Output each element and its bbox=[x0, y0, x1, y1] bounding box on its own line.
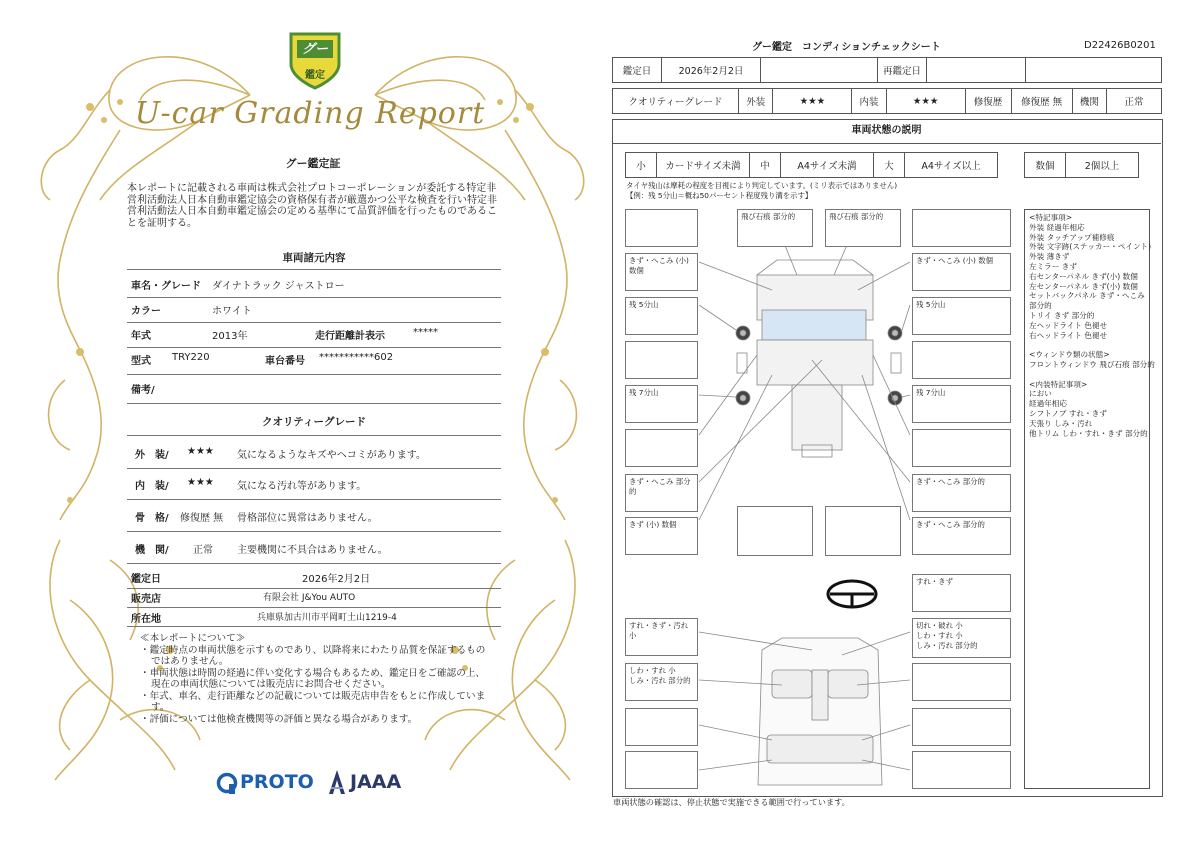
size-large: 大 bbox=[874, 153, 905, 178]
grade-row-frame bbox=[127, 509, 501, 532]
count-value: 2個以上 bbox=[1066, 153, 1139, 178]
engine-label: 機関 bbox=[1072, 89, 1106, 114]
special-note: 外装 タッチアップ補修痕 bbox=[1029, 232, 1115, 242]
repair-value: 修復歴 無 bbox=[1011, 89, 1072, 114]
note-item: ・評価については他検査機関等の評価と異なる場合があります。 bbox=[140, 713, 418, 725]
condition-box: きず・へこみ 部分的 bbox=[912, 474, 1011, 512]
color-label: カラー bbox=[131, 306, 161, 317]
condition-box: すれ・きず・汚れ 小 bbox=[625, 618, 698, 656]
certificate-heading: グー鑑定証 bbox=[285, 157, 341, 170]
special-note: <内装特記事項> bbox=[1029, 379, 1088, 389]
car-name-value: ダイナトラック ジャストロー bbox=[212, 281, 345, 292]
notes-title: ≪本レポートについて≫ bbox=[140, 633, 246, 644]
grade-value: ★★★ bbox=[187, 446, 214, 457]
spec-row-car-name bbox=[127, 277, 501, 298]
grade-row-exterior bbox=[127, 446, 501, 469]
model-label: 型式 bbox=[131, 356, 151, 367]
grade-label: 外 装/ bbox=[135, 450, 169, 461]
condition-box: 切れ・破れ 小 しわ・すれ 小 しみ・汚れ 部分的 bbox=[912, 618, 1011, 658]
year-label: 年式 bbox=[131, 331, 151, 342]
special-note: におい bbox=[1029, 389, 1052, 399]
size-legend bbox=[625, 152, 998, 178]
condition-box: きず・へこみ 部分的 bbox=[625, 474, 698, 512]
special-note: 右ヘッドライト 色褪せ bbox=[1029, 330, 1108, 340]
chassis-label: 車台番号 bbox=[265, 356, 305, 367]
size-small: 小 bbox=[626, 153, 657, 178]
spacer bbox=[1029, 370, 1145, 380]
grade-desc: 主要機関に不具合はありません。 bbox=[237, 545, 388, 556]
model-value: TRY220 bbox=[172, 352, 210, 363]
inspect-date-label: 鑑定日 bbox=[131, 574, 161, 585]
chassis-value: ***********602 bbox=[319, 352, 394, 363]
size-medium-desc: A4サイズ未満 bbox=[781, 153, 874, 178]
engine-value: 正常 bbox=[1107, 89, 1162, 114]
document-id: D22426B0201 bbox=[1084, 40, 1156, 51]
special-note: 右センターパネル きず(小) 数個 bbox=[1029, 271, 1138, 281]
special-note: シフトノブ すれ・きず bbox=[1029, 408, 1107, 418]
special-note: 左センターパネル きず(小) 数個 bbox=[1029, 281, 1138, 291]
dealer-label: 販売店 bbox=[131, 594, 161, 605]
certificate-text: 本レポートに記載される車両は株式会社プロトコーポレーションが委託する特定非営利活動法人日本自動車鑑定協会の資格保有者が厳選かつ公平な検査を行い特定非営利活動法人日本自動車鑑定協会の定める基準にて品質評価を行ったものであることを証明する。 bbox=[127, 183, 497, 229]
special-note: セットバックパネル きず・へこみ bbox=[1029, 291, 1145, 301]
condition-box bbox=[912, 341, 1011, 379]
condition-box bbox=[737, 506, 813, 556]
grade-desc: 骨格部位に異常はありません。 bbox=[237, 513, 378, 524]
special-note: 部分的 bbox=[1029, 301, 1052, 311]
year-value: 2013年 bbox=[212, 331, 248, 342]
quality-label: クオリティーグレード bbox=[613, 89, 739, 114]
note-item: ・鑑定時点の車両状態を示すものであり、以降将来にわたり品質を保証するものではありません。 bbox=[140, 644, 486, 667]
size-large-desc: A4サイズ以上 bbox=[905, 153, 998, 178]
tire-note-example: 【例：残 5分山＝概ね50パーセント程度残り溝を示す】 bbox=[626, 191, 813, 200]
condition-box bbox=[625, 341, 698, 379]
grade-label: 内 装/ bbox=[135, 481, 169, 492]
special-note: トリイ きず 部分的 bbox=[1029, 310, 1095, 320]
grade-label: 骨 格/ bbox=[135, 513, 169, 524]
steering-wheel-icon bbox=[828, 581, 876, 607]
condition-box: 残 7分山 bbox=[912, 385, 1011, 423]
date-value: 2026年2月2日 bbox=[662, 58, 761, 83]
interior-label: 内装 bbox=[852, 89, 886, 114]
condition-box bbox=[912, 708, 1011, 746]
divider bbox=[127, 269, 501, 270]
mileage-label: 走行距離計表示 bbox=[315, 331, 385, 342]
size-small-desc: カードサイズ未満 bbox=[657, 153, 750, 178]
condition-box bbox=[625, 429, 698, 467]
empty-cell bbox=[1026, 58, 1162, 83]
logo-text-bottom: 鑑定 bbox=[305, 70, 325, 81]
mileage-value: ***** bbox=[413, 327, 438, 338]
brand-proto: PROTO bbox=[240, 771, 314, 793]
report-title: U-car Grading Report bbox=[134, 96, 486, 131]
condition-box bbox=[912, 663, 1011, 701]
special-note: <特記事項> bbox=[1029, 213, 1073, 222]
special-note: 左ヘッドライト 色褪せ bbox=[1029, 320, 1108, 330]
condition-box: 残 5分山 bbox=[912, 297, 1011, 335]
sheet-title: グー鑑定 コンディションチェックシート bbox=[752, 42, 941, 53]
condition-box bbox=[912, 209, 1011, 247]
quality-heading: クオリティーグレード bbox=[262, 416, 366, 428]
condition-box bbox=[825, 506, 901, 556]
empty-cell bbox=[761, 58, 878, 83]
special-note: 経過年相応 bbox=[1029, 399, 1067, 409]
row-address bbox=[127, 610, 501, 627]
quality-table bbox=[612, 88, 1162, 114]
grade-row-interior bbox=[127, 477, 501, 500]
dealer-value: 有限会社 J&You AUTO bbox=[263, 593, 356, 603]
special-note: 外装 薄きず bbox=[1029, 252, 1070, 262]
reinspect-label: 再鑑定日 bbox=[878, 58, 927, 83]
special-note: 天張り しみ・汚れ bbox=[1029, 418, 1093, 428]
special-note: 外装 経過年相応 bbox=[1029, 222, 1085, 232]
grade-desc: 気になる汚れ等があります。 bbox=[237, 481, 367, 492]
condition-box: すれ・きず bbox=[912, 574, 1011, 612]
brand-jaaa: JAAA bbox=[350, 771, 402, 793]
address-value: 兵庫県加古川市平岡町土山1219-4 bbox=[257, 613, 397, 623]
special-note: 外装 文字跡(ステッカー・ペイント) bbox=[1029, 242, 1152, 252]
date-label: 鑑定日 bbox=[613, 58, 662, 83]
condition-box: きず・へこみ 部分的 bbox=[912, 517, 1011, 555]
repair-label: 修復歴 bbox=[965, 89, 1011, 114]
exterior-label: 外装 bbox=[739, 89, 773, 114]
special-note: 左ミラー きず bbox=[1029, 261, 1077, 271]
condition-box: きず・へこみ (小) 数個 bbox=[912, 253, 1011, 291]
tire-note: タイヤ残山は摩耗の程度を目視により判定しています。(ミリ表示ではありません) bbox=[626, 181, 898, 190]
grade-value: 正常 bbox=[193, 545, 213, 556]
exterior-value: ★★★ bbox=[773, 89, 852, 114]
spec-row-color bbox=[127, 302, 501, 323]
proto-logo-icon bbox=[216, 772, 238, 794]
car-name-label: 車名・グレード bbox=[131, 281, 201, 292]
grade-row-engine bbox=[127, 541, 501, 564]
spacer bbox=[1029, 340, 1145, 350]
condition-box: しわ・すれ 小 しみ・汚れ 部分的 bbox=[625, 663, 698, 701]
condition-box: 飛び石痕 部分的 bbox=[737, 209, 813, 247]
row-dealer bbox=[127, 590, 501, 608]
condition-title: 車両状態の説明 bbox=[612, 119, 1161, 144]
footer-note: 車両状態の確認は、停止状態で実施できる範囲で行っています。 bbox=[613, 797, 850, 807]
remarks-label: 備考/ bbox=[131, 385, 155, 396]
grade-value: 修復歴 無 bbox=[180, 513, 224, 524]
spec-row-model bbox=[127, 352, 501, 375]
count-legend bbox=[1024, 152, 1139, 178]
condition-box bbox=[912, 429, 1011, 467]
grade-desc: 気になるようなキズやヘコミがあります。 bbox=[237, 450, 426, 461]
special-note: 他トリム しわ・すれ・きず 部分的 bbox=[1029, 428, 1148, 438]
specs-heading: 車両諸元内容 bbox=[282, 252, 346, 264]
address-label: 所在地 bbox=[131, 614, 161, 625]
inspect-date-value: 2026年2月2日 bbox=[302, 574, 371, 585]
special-notes-panel bbox=[1024, 209, 1155, 789]
reinspect-value bbox=[927, 58, 1026, 83]
count-label: 数個 bbox=[1025, 153, 1066, 178]
condition-box bbox=[912, 751, 1011, 789]
condition-box bbox=[625, 751, 698, 789]
grade-label: 機 関/ bbox=[135, 545, 169, 556]
special-note: <ウィンドウ類の状態> bbox=[1029, 350, 1110, 360]
spec-row-remarks bbox=[127, 381, 501, 404]
note-item: ・年式、車名、走行距離などの記載については販売店申告をもとに作成しています。 bbox=[140, 690, 486, 713]
condition-box bbox=[625, 209, 698, 247]
row-inspect-date bbox=[127, 570, 501, 589]
condition-box: 飛び石痕 部分的 bbox=[825, 209, 901, 247]
divider bbox=[127, 435, 501, 436]
report-notes bbox=[140, 633, 490, 725]
special-note: フロントウィンドウ 飛び石痕 部分的 bbox=[1029, 359, 1155, 369]
jaaa-logo-icon bbox=[327, 768, 347, 796]
condition-box: 残 5分山 bbox=[625, 297, 698, 335]
logo-text-top: グー bbox=[301, 42, 328, 57]
condition-box bbox=[625, 708, 698, 746]
condition-box: きず (小) 数個 bbox=[625, 517, 698, 555]
size-medium: 中 bbox=[750, 153, 781, 178]
note-item: ・車両状態は時間の経過に伴い変化する場合もあるため、鑑定日をご確認の上、現在の車両状態については販売店にお問合せください。 bbox=[140, 667, 485, 690]
condition-box: 残 7分山 bbox=[625, 385, 698, 423]
grade-value: ★★★ bbox=[187, 477, 214, 488]
date-table bbox=[612, 57, 1162, 83]
color-value: ホワイト bbox=[212, 306, 252, 317]
interior-value: ★★★ bbox=[886, 89, 965, 114]
spec-row-year bbox=[127, 327, 501, 348]
condition-box: きず・へこみ (小) 数個 bbox=[625, 253, 698, 291]
